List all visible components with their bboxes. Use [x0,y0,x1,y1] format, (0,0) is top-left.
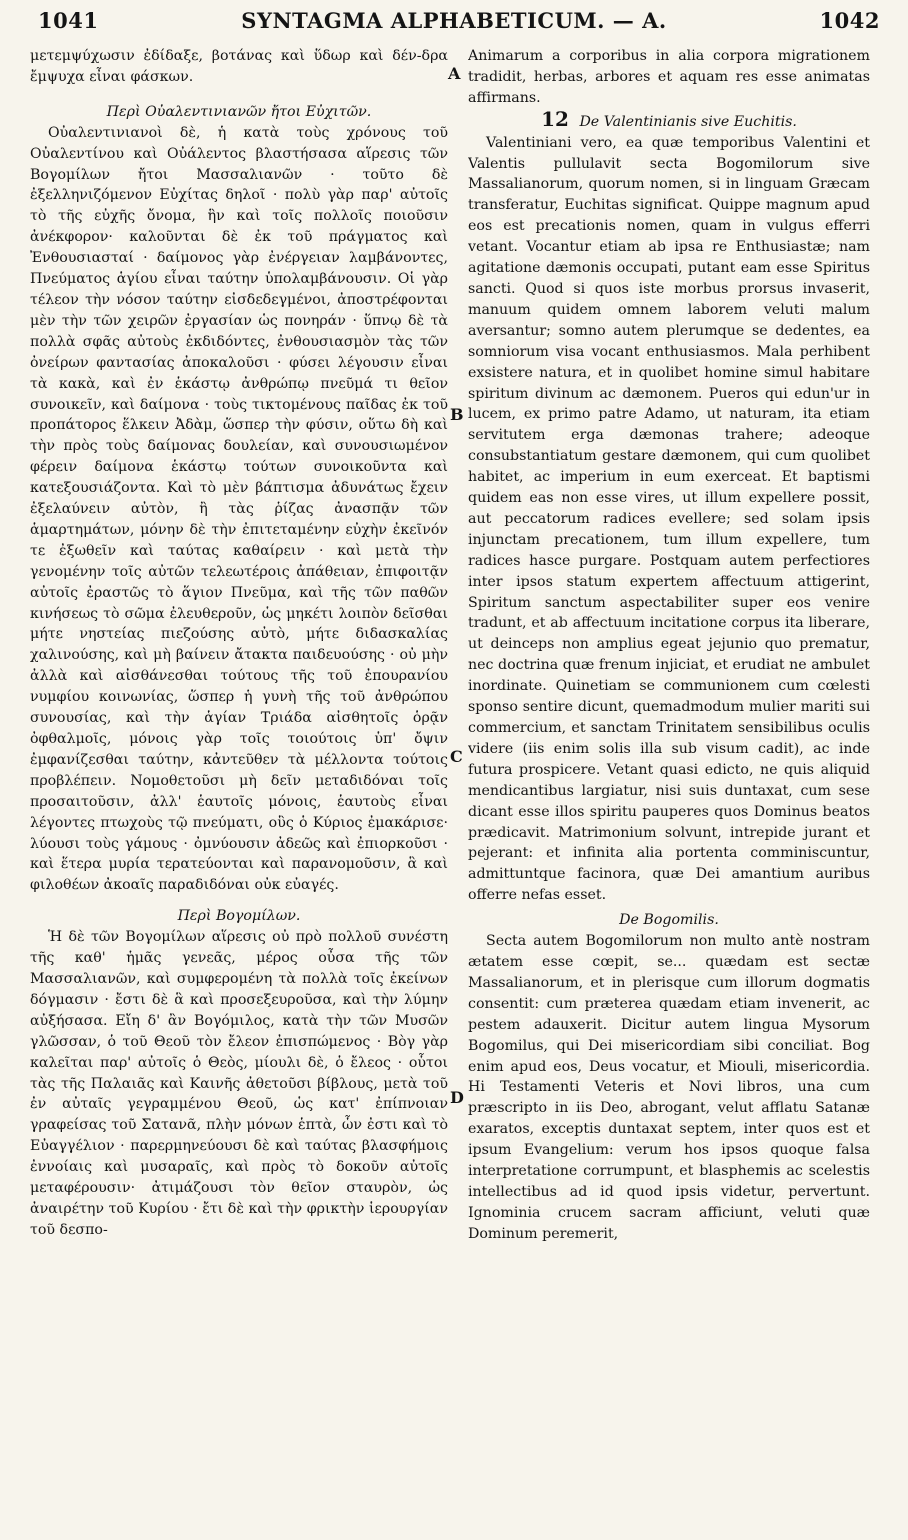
latin-heading-valentinians-text: De Valentinianis sive Euchitis. [579,113,797,130]
margin-letter-a: A [448,64,461,83]
greek-heading-valentinians: Περὶ Οὐαλεντινιανῶν ἤτοι Εὐχιτῶν. [106,103,372,120]
page-number-right: 1042 [819,8,880,33]
margin-letter-b: B [450,405,464,424]
greek-column [30,46,448,1531]
margin-letter-d: D [450,1088,464,1107]
greek-heading-bogomils: Περὶ Βογομίλων. [177,908,301,925]
running-title: SYNTAGMA ALPHABETICUM. — A. [241,8,667,33]
latin-heading-bogomils: De Bogomilis. [619,912,719,929]
latin-column [468,46,870,1531]
latin-paragraph-bogomils: Secta autem Bogomilorum non multo antè nostram ætatem esse cœpit, se... quædam est sectæ Massalianorum, et in plerisque cum illorum dogmatis consentit: cum præterea quædam etiam invenerit, ac pestem adauxerit. Dicitur autem lingua Mysorum Bogomilus, qui Dei misericordiam sibi conciliat. Bog enim apud eos, Deus vocatur, et Miouli, misericordia. Hi Testamenti Veteris et Novi libros, una cum præscripto in iis Deo, abrogant, velut afflatu Satanæ exaratos, exceptis duntaxat septem, inter quos est et ipsum Evangelium: verum hos ipsos quoque falsa interpretatione corrumpunt, et blasphemis ac scelestis intellectibus ad id quod ipsis videtur, pervertunt. Ignominia crucem sacram afficiunt, veluti quæ Dominum peremerit, [468,933,870,1242]
page-number-left: 1041 [38,8,99,33]
greek-paragraph-valentinians: Οὐαλεντινιανοὶ δὲ, ἡ κατὰ τοὺς χρόνους τοῦ Οὐαλεντίνου καὶ Οὐάλεντος βλαστήσασα αἵρεσις τῶν Βογομίλων ἤτοι Μασσαλιανῶν · τοῦτο δὲ ἐξελληνιζόμενον Εὐχίτας δηλοῖ · πολὺ γὰρ παρ' αὐτοῖς τὸ τῆς εὐχῆς ὄνομα, ἣν καὶ τοῖς πολλοῖς ποιοῦσιν ἀνέκφορον· καλοῦνται δὲ ἐκ τοῦ πράγματος καὶ Ἐνθουσιασταί · δαίμονος γὰρ ἐνέργειαν λαμβάνοντες, Πνεύματος ἁγίου εἶναι ταύτην ὑπολαμβάνουσιν. Οἱ γὰρ τέλεον τὴν νόσον ταύτην εἰσδεδεγμένοι, ἀποστρέφονται μὲν τὴν τῶν χειρῶν ἐργασίαν ὡς πονηράν · ὕπνῳ δὲ τὰ πολλὰ σφᾶς αὐτοὺς ἐκδιδόντες, ἐνθουσιασμὸν τὰς τῶν ὀνείρων φαντασίας ἀποκαλοῦσι · φύσει λέγουσιν εἶναι τὰ κακὰ, καὶ ἐν ἑκάστῳ ἀνθρώπῳ πνεῦμά τι θεῖον συνοικεῖν, καὶ δαίμονα · τοὺς τικτομένους παῖδας ἐκ τοῦ προπάτορος ἕλκειν Ἀδὰμ, ὥσπερ τὴν φύσιν, οὕτω δὴ καὶ τὴν πρὸς τοὺς δαίμονας δουλείαν, καὶ συνουσιωμένον φέρειν δαίμονα ἑκάστῳ τούτων συνοικοῦντα καὶ κατεξουσιάζοντα. Καὶ τὸ μὲν βάπτισμα ἀδυνάτως ἔχειν ἐξελαύνειν αὐτὸν, ἢ τὰς ῥίζας ἀνασπᾷν τῶν ἁμαρτημάτων, μόνην δὲ τὴν ἐπιτεταμένην εὐχὴν ἐκεῖνόν τε ἐξωθεῖν καὶ ταύτας καθαίρειν · καὶ μετὰ τὴν γενομένην τοῖς αὐτῶν τελεωτέροις ἀπάθειαν, ἐπιφοιτᾷν αὐτοῖς ἐραστῶς τὸ ἅγιον Πνεῦμα, καὶ τῆς τῶν παθῶν κινήσεως τὸ σῶμα ἐλευθεροῦν, ὡς μηκέτι λοιπὸν δεῖσθαι μήτε νηστείας πιεζούσης αὐτὸ, μήτε διδασκαλίας χαλινούσης, καὶ μὴ βαίνειν ἄτακτα παιδευούσης · οὐ μὴν ἀλλὰ καὶ αἰσθάνεσθαι τούτους τῆς τοῦ ἐπουρανίου νυμφίου κοινωνίας, ὥσπερ ἡ γυνὴ τῆς τοῦ ἀνθρώπου συνουσίας, καὶ τὴν ἁγίαν Τριάδα αἰσθητοῖς ὁρᾷν ὀφθαλμοῖς, μόνοις γὰρ τοῖς τοιούτοις ὑπ' ὄψιν ἐμφανίζεσθαι ταύτην, κἀντεῦθεν τὰ μέλλοντα τούτοις προβλέπειν. Νομοθετοῦσι μὴ δεῖν μεταδιδόναι τοῖς προσαιτοῦσιν, ἀλλ' ἑαυτοῖς μόνοις, ἑαυτοὺς εἶναι λέγοντες πτωχοὺς τῷ πνεύματι, οὓς ὁ Κύριος ἐμακάρισε· λύουσι τοὺς γάμους · ὀμνύουσιν ἀδεῶς καὶ ἐπιορκοῦσι · καὶ ἕτερα μυρία τερατεύονται καὶ παρανομοῦσιν, ἃ καὶ φιλοθέων ἀκοαῖς παραδιδόναι οὐκ εὐαγές. [30,124,448,894]
greek-paragraph-bogomils: Ἡ δὲ τῶν Βογομίλων αἵρεσις οὐ πρὸ πολλοῦ συνέστη τῆς καθ' ἡμᾶς γενεᾶς, μέρος οὖσα τῆς τῶν Μασσαλιανῶν, καὶ συμφερομένη τὰ πολλὰ τοῖς ἐκείνων δόγμασιν · ἔστι δὲ ἃ καὶ προσεξευροῦσα, καὶ τὴν λύμην αὐξήσασα. Εἴη δ' ἂν Βογόμιλος, κατὰ τὴν τῶν Μυσῶν γλῶσσαν, ὁ τοῦ Θεοῦ τὸν ἔλεον ἐπισπώμενος · Βὸγ γὰρ καλεῖται παρ' αὐτοῖς ὁ Θεὸς, μίουλι δὲ, ὁ ἔλεος · οὗτοι τὰς τῆς Παλαιᾶς καὶ Καινῆς ἀθετοῦσι βίβλους, μετὰ τοῦ ἐν αὐταῖς γεγραμμένου Θεοῦ, ὡς κατ' ἐπίπνοιαν γραφείσας τοῦ Σατανᾶ, πλὴν μόνων ἑπτὰ, ὧν ἐστι καὶ τὸ Εὐαγγέλιον · παρερμηνεύουσι δὲ καὶ ταύτας βλασφήμοις ἐννοίαις καὶ μυσαραῖς, καὶ πρὸς τὸ δοκοῦν αὐτοῖς μεταφέρουσιν· ἀτιμάζουσι τὸν θεῖον σταυρὸν, ὡς ἀναιρέτην τοῦ Κυρίου · ἔτι δὲ καὶ τὴν φρικτὴν ἱερουργίαν τοῦ δεσπο- [30,929,448,1238]
section-number: 12 [541,106,569,131]
page-header [10,8,898,46]
latin-paragraph-valentinians: Valentiniani vero, ea quæ temporibus Valentini et Valentis pullulavit secta Bogomilorum sive Massalianorum, quorum nomen, si in linguam Græcam transferatur, Euchitas significat. Quippe magnum apud eos est precationis nomen, quam in vulgus efferri vetant. Vocantur etiam ab ipsa re Enthusiastæ; nam agitatione dæmonis occupati, putant eam esse Spiritus sancti. Quod si quos iste morbus prorsus invaserit, manuum quidem omnem laborem veluti malum aversantur; somno autem plerumque se dedentes, ea somniorum visa vocant enthusiasmos. Mala perhibent exsistere natura, et in quolibet homine simul habitare spiritum divinum ac dæmonem. Pueros qui edun'ur in lucem, ex primo patre Adamo, ut naturam, ita etiam servitutem erga dæmonas trahere; adeoque consubstantiatum gestare dæmonem, qui cum quolibet habitet, ac imperium in eum exerceat. Et baptismi quidem eas non esse vires, ut illum expellere possit, aut peccatorum radices evellere; sed solam ipsis injunctam precationem, tum illum expellere, tum radices hasce purgare. Postquam autem perfectiores inter ipsos statum expertem affectuum attigerint, Spiritum sanctum aspectabiliter super eos venire tradunt, et ab affectuum incitatione corpus ita liberare, ut deinceps non amplius egeat jejunio quo prematur, nec doctrina quæ frenum injiciat, et erudiat ne ambulet inordinate. Quinetiam se communionem cum cœlesti sponso sentire dicunt, quemadmodum mulier mariti sui commercium, et sanctam Trinitatem sensibilibus oculis videre (iis enim solis illa sub visum cadit), ac inde futura prospicere. Vetant quasi edicto, ne quis aliquid mendicantibus largiatur, nisi suis duntaxat, cum sese dicant esse illos spiritu pauperes quos Dominus beatos prædicavit. Matrimonium solvunt, intrepide jurant et pejerant: et infinita alia portenta comminiscuntur, admittuntque facinora, quæ Dei amantium auribus offerre nefas esset. [468,134,870,904]
margin-letter-c: C [450,747,463,766]
greek-intro: μετεμψύχωσιν ἐδίδαξε, βοτάνας καὶ ὕδωρ καὶ δέν-δρα ἔμψυχα εἶναι φάσκων. [30,48,448,85]
latin-heading-valentinians [468,106,870,133]
latin-intro: Animarum a corporibus in alia corpora migrationem tradidit, herbas, arbores et aquam res esse animatas affirmans. [468,48,870,106]
